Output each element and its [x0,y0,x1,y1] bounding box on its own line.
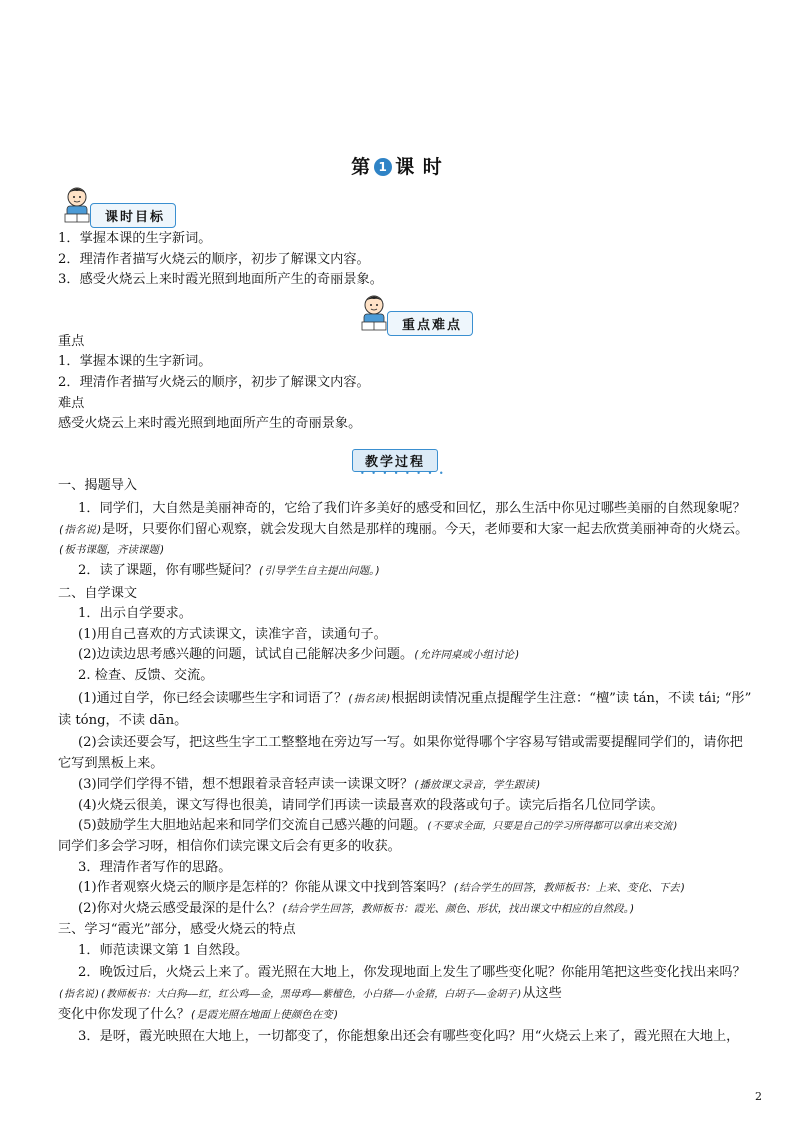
objectives-badge-label: 课时目标 [90,203,176,228]
teacher-note: (是霞光照在地面上使颜色在变) [189,1009,340,1021]
teacher-note: (结合学生的回答，教师板书：上来、变化、下去) [452,882,686,894]
paragraph [78,645,520,665]
paragraph [78,775,541,795]
lesson-title [0,152,794,179]
objective-item: 1．掌握本课的生字新词。 [58,231,212,246]
paragraph-text: (3)同学们学得不错，想不想跟着录音轻声读一读课文呀？ [78,777,414,792]
teacher-note: (引导学生自主提出问题。) [257,565,381,577]
keypoints-badge-label: 重点难点 [387,311,473,336]
paragraph: 同学们多会学习呀，相信你们读完课文后会有更多的收获。 [58,839,401,854]
teacher-note: (板书课题，齐读课题) [58,544,166,556]
paragraph: 读 tóng，不读 dān。 [58,713,188,728]
paragraph [78,816,678,837]
paragraph: 2. 检查、反馈、交流。 [78,668,214,683]
teacher-note: (允许同桌或小组讨论) [413,649,521,661]
paragraph: 1．出示自学要求。 [78,606,192,621]
lesson-number-circle: 1 [374,158,392,176]
paragraph: 它写到黑板上来。 [58,756,164,771]
process-badge [352,449,462,478]
teacher-note: (播放课文录音，学生跟读) [413,779,542,791]
paragraph [78,878,686,898]
teacher-note: (结合学生回答，教师板书：霞光、颜色、形状，找出课文中相应的自然段。) [281,903,636,915]
paragraph-text: 是呀，只要你们留心观察，就会发现大自然是那样的瑰丽。今天，老师要和大家一起去欣赏美丽神奇的火烧云。 [102,522,749,537]
title-suffix: 课 时 [395,156,443,178]
paragraph [58,1005,339,1025]
process-badge-label: 教学过程 [352,449,438,472]
key-item: 1．掌握本课的生字新词。 [58,354,212,369]
difficulty-text: 感受火烧云上来时霞光照到地面所产生的奇丽景象。 [58,416,362,431]
objective-item: 3．感受火烧云上来时霞光照到地面所产生的奇丽景象。 [58,272,383,287]
section-heading: 二、自学课文 [58,586,138,601]
keypoints-badge [355,292,473,336]
paragraph-text: 变化中你发现了什么？ [58,1007,190,1022]
paragraph [58,540,165,560]
page-number: 2 [755,1090,762,1103]
paragraph-text: (1)通过自学，你已经会读哪些生字和词语了？ [78,691,348,706]
teacher-note: (不要求全面，只要是自己的学习所得都可以拿出来交流) [426,821,679,832]
paragraph: 1．师范读课文第 1 自然段。 [78,943,249,958]
section-heading: 一、揭题导入 [58,478,138,493]
paragraph: 3．是呀，霞光映照在大地上，一切都变了，你能想象出还会有哪些变化吗？用“火烧云上来了，霞光照在大地上， [78,1029,740,1044]
teacher-note: (指名说) [58,524,103,536]
paragraph-text: 根据朗读情况重点提醒学生注意：“檀”读 tán，不读 tái; “彤” [391,691,752,706]
paragraph-text: (1)作者观察火烧云的顺序是怎样的？你能从课文中找到答案吗？ [78,880,453,895]
paragraph [58,520,748,540]
teacher-note: (指名说)(教师板书：大白狗——红，红公鸡——金，黑母鸡——紫檀色，小白猪——小金猪，白胡子——金胡子) [58,989,523,1000]
paragraph-text: (2)边读边思考感兴趣的问题，试试自己能解决多少问题。 [78,647,414,662]
paragraph: 1．同学们，大自然是美丽神奇的，它给了我们许多美好的感受和回忆，那么生活中你见过哪些美丽的自然现象呢？ [78,501,746,516]
paragraph-text: (2)你对火烧云感受最深的是什么？ [78,901,282,916]
paragraph: 2．晚饭过后，火烧云上来了。霞光照在大地上，你发现地面上发生了哪些变化呢？你能用笔把这些变化找出来吗？ [78,965,746,980]
teacher-note: (指名读) [347,693,392,705]
key-label: 重点 [58,334,85,349]
difficulty-label: 难点 [58,396,85,411]
paragraph [58,984,562,1005]
paragraph: (1)用自己喜欢的方式读课文，读准字音，读通句子。 [78,627,387,642]
paragraph-text: 2．读了课题，你有哪些疑问？ [78,563,258,578]
paragraph-text: (5)鼓励学生大胆地站起来和同学们交流自己感兴趣的问题。 [78,818,427,833]
paragraph [78,561,381,581]
paragraph [78,899,635,919]
paragraph: 3．理清作者写作的思路。 [78,860,232,875]
paragraph: (2)会读还要会写，把这些生字工工整整地在旁边写一写。如果你觉得哪个字容易写错或需要提醒同学们的，请你把 [78,735,743,750]
dots-decoration: • • • • • • • • [360,469,446,478]
title-prefix: 第 [351,156,372,178]
section-heading: 三、学习“霞光”部分，感受火烧云的特点 [58,922,296,937]
paragraph: (4)火烧云很美，课文写得也很美，请同学们再读一读最喜欢的段落或句子。读完后指名几位同学读。 [78,798,664,813]
objectives-badge [58,184,176,228]
objective-item: 2．理清作者描写火烧云的顺序，初步了解课文内容。 [58,252,370,267]
paragraph [78,689,751,709]
key-item: 2．理清作者描写火烧云的顺序，初步了解课文内容。 [58,375,370,390]
paragraph-text: 从这些 [522,986,562,1001]
